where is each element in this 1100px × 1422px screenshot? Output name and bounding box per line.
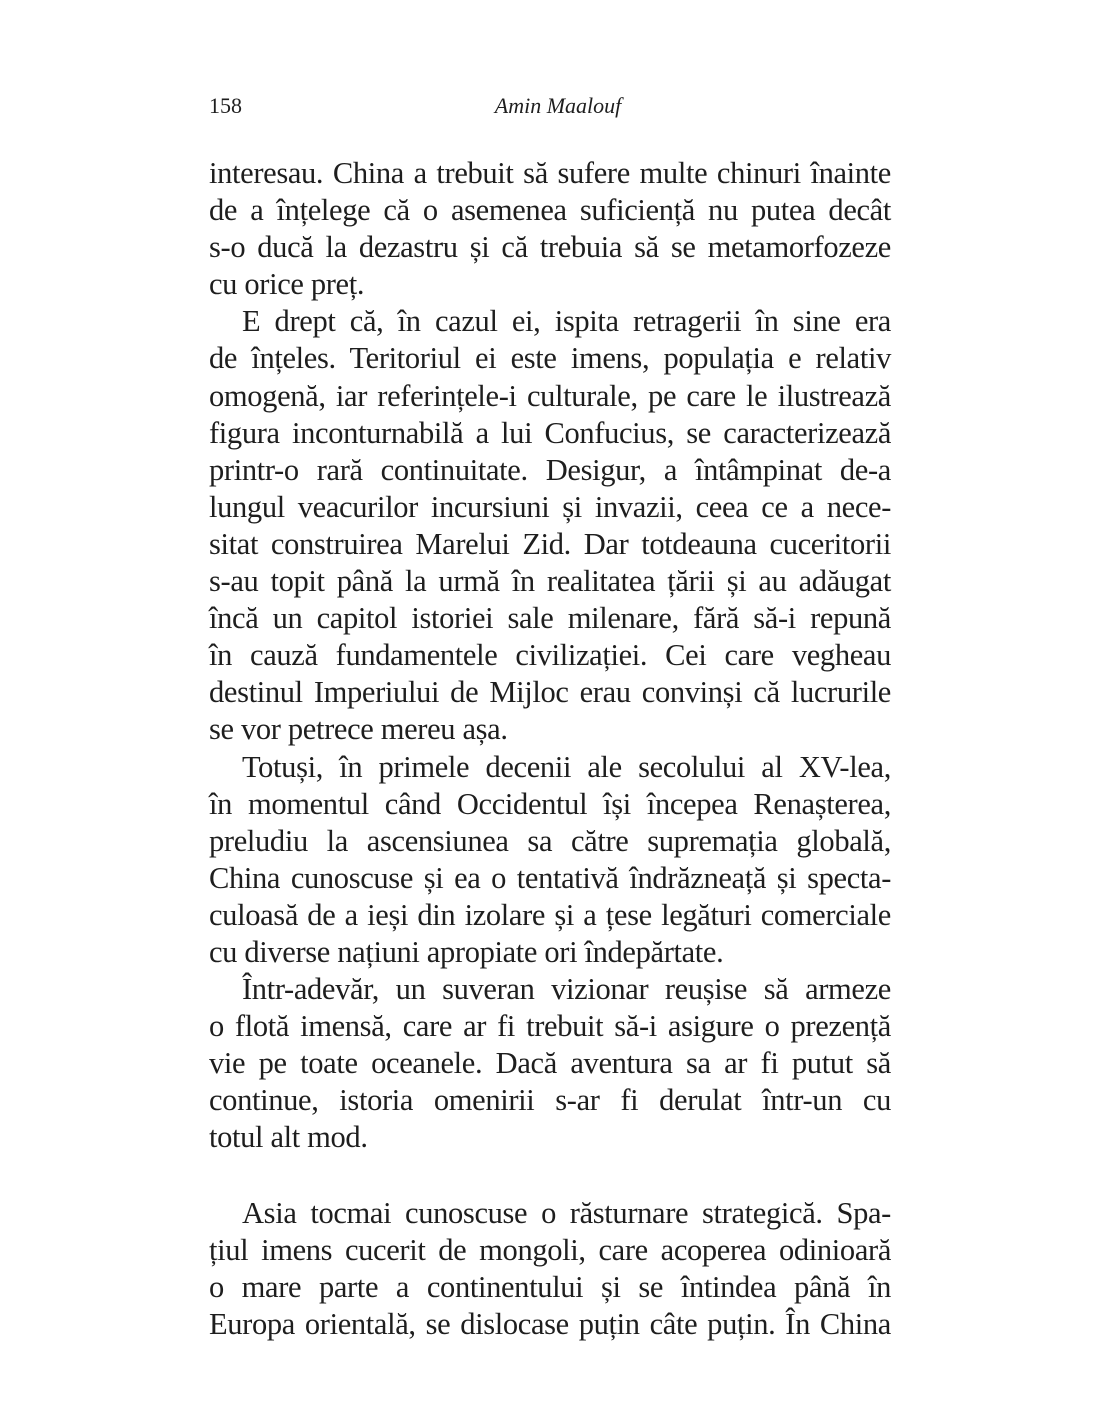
text-line: E drept că, în cazul ei, ispita retragerii în sine era	[242, 304, 891, 339]
paragraph	[209, 1195, 891, 1343]
text-line: sitat construirea Marelui Zid. Dar totdeauna cuceritorii	[209, 526, 891, 561]
text-line: preludiu la ascensiunea sa către supremația globală,	[209, 823, 891, 858]
text-line: figura inconturnabilă a lui Confucius, se caracterizează	[209, 415, 891, 450]
text-line: cu orice preț.	[209, 267, 365, 302]
body-text	[209, 155, 891, 1343]
section-break	[209, 1157, 891, 1195]
text-line: interesau. China a trebuit să sufere multe chinuri înainte	[209, 156, 891, 190]
page-number: 158	[209, 93, 242, 118]
text-line: destinul Imperiului de Mijloc erau convinși că lucrurile	[209, 675, 891, 710]
text-line: de a înțelege că o asemenea suficiență nu putea decât	[209, 193, 891, 228]
text-line: în momentul când Occidentul își începea Renașterea,	[209, 786, 891, 821]
text-line: Europa orientală, se dislocase puțin câte puțin. În China	[209, 1306, 891, 1341]
text-line: lungul veacurilor incursiuni și invazii, ceea ce a nece-	[209, 489, 891, 524]
text-line: Totuși, în primele decenii ale secolului al XV-lea,	[242, 749, 891, 784]
text-line: o mare parte a continentului și se întindea până în	[209, 1269, 891, 1304]
text-line: China cunoscuse și ea o tentativă îndrăzneață și specta-	[209, 860, 891, 895]
text-line: vie pe toate oceanele. Dacă aventura sa ar fi putut să	[209, 1046, 891, 1081]
paragraph	[209, 155, 891, 303]
text-line: printr-o rară continuitate. Desigur, a întâmpinat de-a	[209, 452, 891, 487]
text-line: țiul imens cucerit de mongoli, care acoperea odinioară	[209, 1232, 891, 1267]
text-line: continue, istoria omenirii s-ar fi derulat într-un cu	[209, 1083, 891, 1118]
running-head-author: Amin Maalouf	[494, 93, 622, 118]
text-line: cu diverse națiuni apropiate ori îndepărtate.	[209, 934, 724, 969]
text-line: s-au topit până la urmă în realitatea țării și au adăugat	[209, 564, 891, 599]
text-line: Într-adevăr, un suveran vizionar reușise să armeze	[242, 972, 891, 1007]
text-line: de înțeles. Teritoriul ei este imens, populația e relativ	[209, 341, 891, 376]
text-line: o flotă imensă, care ar fi trebuit să-i asigure o prezență	[209, 1009, 891, 1044]
running-head	[209, 91, 891, 121]
text-line: se vor petrece mereu așa.	[209, 712, 508, 747]
text-line: culoasă de a ieși din izolare și a țese legături comerciale	[209, 897, 891, 932]
text-line: încă un capitol istoriei sale milenare, fără să-i repună	[209, 601, 891, 636]
text-line: totul alt mod.	[209, 1120, 368, 1155]
text-line: în cauză fundamentele civilizației. Cei care vegheau	[209, 638, 891, 673]
text-line: omogenă, iar referințele-i culturale, pe care le ilustrează	[209, 378, 891, 413]
text-line: Asia tocmai cunoscuse o răsturnare strategică. Spa-	[242, 1195, 891, 1230]
paragraph	[209, 971, 891, 1156]
paragraph	[209, 749, 891, 972]
paragraph	[209, 303, 891, 748]
text-line: s-o ducă la dezastru și că trebuia să se metamorfozeze	[209, 230, 891, 265]
